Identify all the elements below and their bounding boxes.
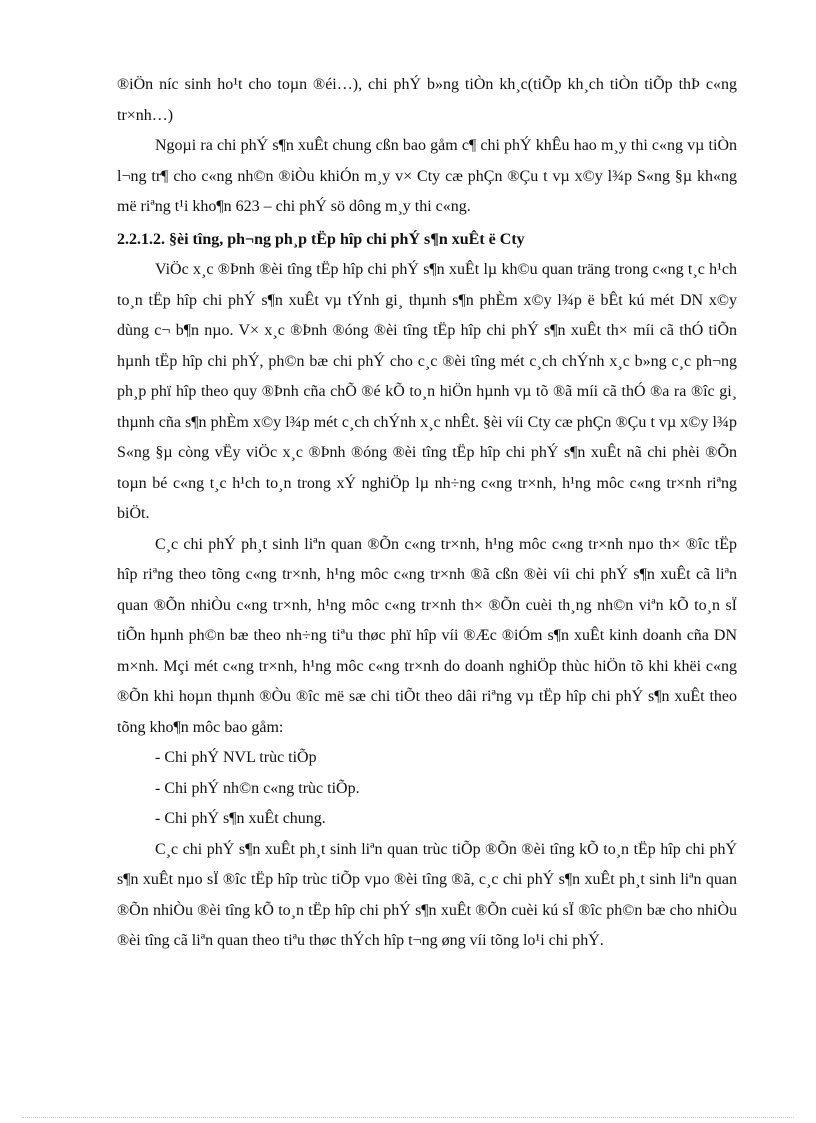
paragraph-overhead-costs: Ngoµi ra chi phÝ s¶n xuÊt chung cßn bao gåm c¶ chi phÝ khÊu hao m¸y thi c«ng vµ tiÒn l¬ng tr¶ cho c«ng nh©n ®iÒu khiÓn m¸y v× Cty cæ phÇn ®Çu t vµ x©y l¾p S«ng §µ kh«ng më riªng t¹i kho¶n 623 – chi phÝ sö dông m¸y thi c«ng. <box>117 137 737 215</box>
list-item: - Chi phÝ nh©n c«ng trùc tiÕp. <box>155 779 360 797</box>
paragraph-cost-allocation: C¸c chi phÝ ph¸t sinh liªn quan ®Õn c«ng tr×nh, h¹ng môc c«ng tr×nh nµo th× ®îc tËp hîp riªng theo tõng c«ng tr×nh, h¹ng môc c«ng tr×nh ®ã cßn ®èi víi chi phÝ s¶n xuÊt cã liªn quan ®Õn nhiÒu c«ng tr×nh, h¹ng môc c«ng tr×nh th× ®Õn cuèi th¸ng nh©n viªn kÕ to¸n sÏ tiÕn hµnh ph©n bæ theo nh÷ng tiªu thøc phï hîp víi ®Æc ®iÓm s¶n xuÊt kinh doanh cña DN m×nh. Mçi mét c«ng tr×nh, h¹ng môc c«ng tr×nh do doanh nghiÖp thùc hiÖn tõ khi khëi c«ng ®Õn khi hoµn thµnh ®Òu ®îc më sæ chi tiÕt theo dâi riªng vµ tËp hîp chi phÝ s¶n xuÊt theo tõng kho¶n môc bao gåm: <box>117 535 737 736</box>
paragraph-direct-indirect: C¸c chi phÝ s¶n xuÊt ph¸t sinh liªn quan trùc tiÕp ®Õn ®èi tîng kÕ to¸n tËp hîp chi phÝ s¶n xuÊt nµo sÏ ®îc tËp hîp trùc tiÕp vµo ®èi tîng ®ã, c¸c chi phÝ s¶n xuÊt ph¸t sinh liªn quan ®Õn nhiÒu ®èi tîng kÕ to¸n tËp hîp chi phÝ s¶n xuÊt ®Õn cuèi kú sÏ ®îc ph©n bæ cho nhiÒu ®èi tîng cã liªn quan theo tiªu thøc thÝch hîp t¬ng øng víi tõng lo¹i chi phÝ. <box>117 840 737 949</box>
list-item: - Chi phÝ NVL trùc tiÕp <box>155 749 317 766</box>
section-heading: 2.2.1.2. §èi tîng, ph¬ng ph¸p tËp hîp chi phÝ s¶n xuÊt ë Cty <box>117 230 525 248</box>
page-bottom-divider <box>22 1117 794 1118</box>
text-block <box>117 70 737 957</box>
list-item: - Chi phÝ s¶n xuÊt chung. <box>155 810 326 827</box>
paragraph-cost-objects: ViÖc x¸c ®Þnh ®èi tîng tËp hîp chi phÝ s¶n xuÊt lµ kh©u quan träng trong c«ng t¸c h¹ch to¸n tËp hîp chi phÝ s¶n xuÊt vµ tÝnh gi¸ thµnh s¶n phÈm x©y l¾p ë bÊt kú mét DN x©y dùng c¬ b¶n nµo. V× x¸c ®Þnh ®óng ®èi tîng tËp hîp chi phÝ s¶n xuÊt th× míi cã thÓ tiÕn hµnh tËp hîp chi phÝ, ph©n bæ chi phÝ cho c¸c ®èi tîng mét c¸ch chÝnh x¸c b»ng c¸c ph¬ng ph¸p phï hîp theo quy ®Þnh cña chÕ ®é kÕ to¸n hiÖn hµnh vµ tõ ®ã míi cã thÓ ®a ra ®îc gi¸ thµnh cña s¶n phÈm x©y l¾p mét c¸ch chÝnh x¸c nhÊt. §èi víi Cty cæ phÇn ®Çu t vµ x©y l¾p S«ng §µ còng vËy viÖc x¸c ®Þnh ®óng ®èi tîng tËp hîp chi phÝ s¶n xuÊt nã chi phèi ®Õn toµn bé c«ng t¸c h¹ch to¸n trong xÝ nghiÖp lµ nh÷ng c«ng tr×nh, h¹ng môc c«ng tr×nh riªng biÖt. <box>117 261 737 522</box>
paragraph-continuation: ®iÖn níc sinh ho¹t cho toµn ®éi…), chi phÝ b»ng tiÒn kh¸c(tiÕp kh¸ch tiÒn tiÕp thÞ c«ng tr×nh…) <box>117 76 737 124</box>
